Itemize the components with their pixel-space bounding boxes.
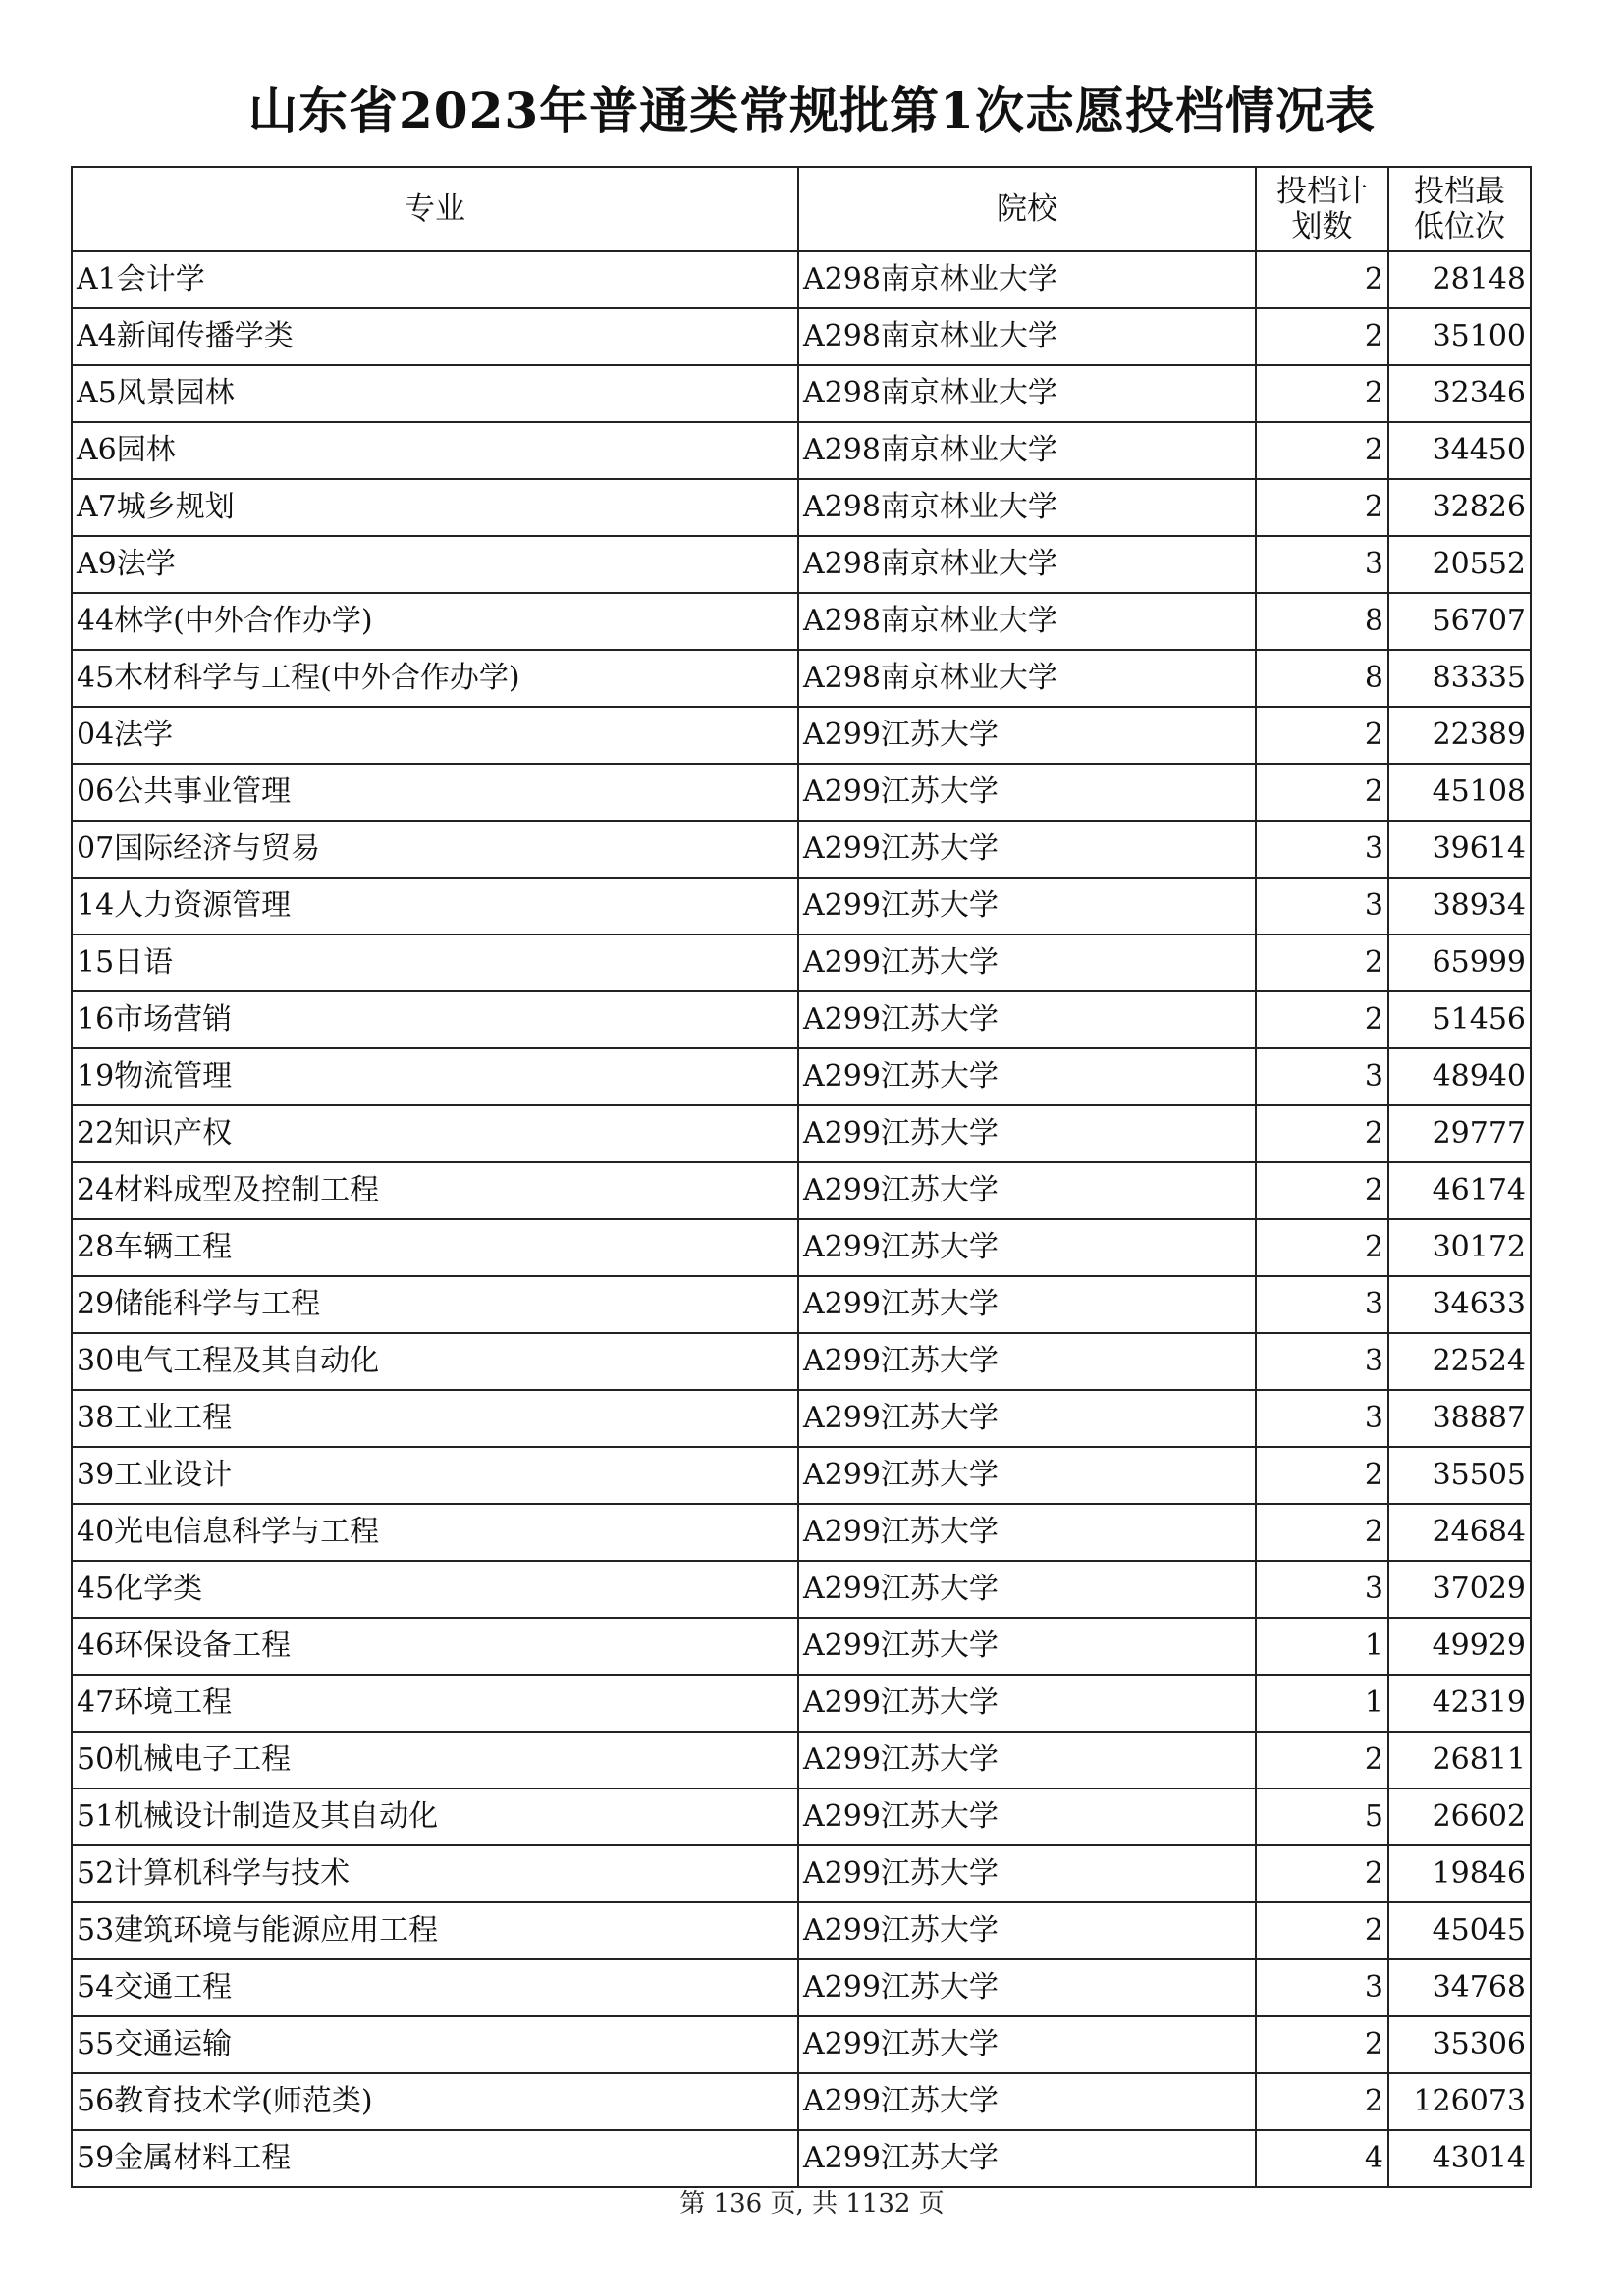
cell-rank: 28148 (1388, 251, 1531, 308)
cell-school: A299江苏大学 (798, 934, 1256, 991)
cell-plan: 2 (1256, 251, 1388, 308)
cell-school: A299江苏大学 (798, 821, 1256, 878)
table-body (72, 251, 1531, 2187)
cell-rank: 46174 (1388, 1162, 1531, 1219)
table-row (72, 1219, 1531, 1276)
table-row (72, 365, 1531, 422)
cell-school: A299江苏大学 (798, 1732, 1256, 1789)
cell-school: A299江苏大学 (798, 764, 1256, 821)
cell-school: A299江苏大学 (798, 878, 1256, 934)
cell-school: A298南京林业大学 (798, 422, 1256, 479)
cell-plan: 2 (1256, 308, 1388, 365)
table-header (72, 167, 1531, 251)
cell-rank: 29777 (1388, 1105, 1531, 1162)
cell-plan: 3 (1256, 1276, 1388, 1333)
table-row (72, 1618, 1531, 1675)
cell-rank: 49929 (1388, 1618, 1531, 1675)
cell-rank: 43014 (1388, 2130, 1531, 2187)
cell-school: A299江苏大学 (798, 1048, 1256, 1105)
cell-major: 22知识产权 (72, 1105, 798, 1162)
table-row (72, 991, 1531, 1048)
cell-rank: 34450 (1388, 422, 1531, 479)
cell-plan: 1 (1256, 1675, 1388, 1732)
header-major: 专业 (72, 167, 798, 251)
cell-major: 46环保设备工程 (72, 1618, 798, 1675)
cell-plan: 2 (1256, 2073, 1388, 2130)
page-title: 山东省2023年普通类常规批第1次志愿投档情况表 (248, 81, 1376, 139)
table-row (72, 878, 1531, 934)
admission-table (71, 166, 1532, 2188)
cell-major: A5风景园林 (72, 365, 798, 422)
cell-plan: 3 (1256, 1048, 1388, 1105)
cell-rank: 35306 (1388, 2016, 1531, 2073)
cell-major: 55交通运输 (72, 2016, 798, 2073)
cell-school: A299江苏大学 (798, 1902, 1256, 1959)
cell-rank: 35100 (1388, 308, 1531, 365)
cell-rank: 30172 (1388, 1219, 1531, 1276)
cell-plan: 2 (1256, 934, 1388, 991)
cell-major: 45化学类 (72, 1561, 798, 1618)
cell-major: 19物流管理 (72, 1048, 798, 1105)
cell-plan: 2 (1256, 707, 1388, 764)
cell-school: A299江苏大学 (798, 1447, 1256, 1504)
cell-school: A299江苏大学 (798, 1845, 1256, 1902)
cell-plan: 2 (1256, 1845, 1388, 1902)
cell-plan: 3 (1256, 536, 1388, 593)
cell-rank: 45045 (1388, 1902, 1531, 1959)
cell-plan: 3 (1256, 1561, 1388, 1618)
cell-major: 39工业设计 (72, 1447, 798, 1504)
cell-major: 50机械电子工程 (72, 1732, 798, 1789)
cell-plan: 3 (1256, 878, 1388, 934)
table-row (72, 422, 1531, 479)
table-row (72, 2073, 1531, 2130)
cell-plan: 3 (1256, 1333, 1388, 1390)
cell-major: 51机械设计制造及其自动化 (72, 1789, 798, 1845)
cell-school: A298南京林业大学 (798, 536, 1256, 593)
cell-major: 38工业工程 (72, 1390, 798, 1447)
cell-school: A299江苏大学 (798, 1105, 1256, 1162)
cell-plan: 2 (1256, 365, 1388, 422)
cell-major: 53建筑环境与能源应用工程 (72, 1902, 798, 1959)
cell-school: A299江苏大学 (798, 1504, 1256, 1561)
cell-major: A9法学 (72, 536, 798, 593)
table-row (72, 1048, 1531, 1105)
table-row (72, 1390, 1531, 1447)
cell-school: A299江苏大学 (798, 2016, 1256, 2073)
table-row (72, 1276, 1531, 1333)
cell-plan: 2 (1256, 2016, 1388, 2073)
cell-plan: 2 (1256, 1447, 1388, 1504)
cell-plan: 8 (1256, 593, 1388, 650)
cell-major: A7城乡规划 (72, 479, 798, 536)
cell-rank: 24684 (1388, 1504, 1531, 1561)
table-row (72, 1789, 1531, 1845)
table-row (72, 1447, 1531, 1504)
cell-rank: 48940 (1388, 1048, 1531, 1105)
cell-school: A298南京林业大学 (798, 650, 1256, 707)
table-row (72, 707, 1531, 764)
cell-school: A299江苏大学 (798, 1333, 1256, 1390)
cell-major: 06公共事业管理 (72, 764, 798, 821)
cell-rank: 32826 (1388, 479, 1531, 536)
cell-school: A299江苏大学 (798, 1618, 1256, 1675)
cell-school: A298南京林业大学 (798, 308, 1256, 365)
cell-school: A298南京林业大学 (798, 251, 1256, 308)
table-row (72, 2130, 1531, 2187)
cell-rank: 56707 (1388, 593, 1531, 650)
header-plan-line1: 投档计 (1276, 174, 1368, 209)
cell-plan: 5 (1256, 1789, 1388, 1845)
table-row (72, 479, 1531, 536)
cell-school: A299江苏大学 (798, 991, 1256, 1048)
table-row (72, 251, 1531, 308)
table-row (72, 1732, 1531, 1789)
cell-major: 28车辆工程 (72, 1219, 798, 1276)
cell-rank: 20552 (1388, 536, 1531, 593)
cell-rank: 34768 (1388, 1959, 1531, 2016)
table-row (72, 593, 1531, 650)
cell-plan: 2 (1256, 1162, 1388, 1219)
cell-major: 29储能科学与工程 (72, 1276, 798, 1333)
cell-major: 07国际经济与贸易 (72, 821, 798, 878)
cell-rank: 32346 (1388, 365, 1531, 422)
table-row (72, 536, 1531, 593)
cell-plan: 3 (1256, 1390, 1388, 1447)
cell-rank: 42319 (1388, 1675, 1531, 1732)
cell-major: A4新闻传播学类 (72, 308, 798, 365)
cell-major: 54交通工程 (72, 1959, 798, 2016)
cell-rank: 51456 (1388, 991, 1531, 1048)
cell-rank: 38934 (1388, 878, 1531, 934)
cell-rank: 26811 (1388, 1732, 1531, 1789)
cell-school: A299江苏大学 (798, 1162, 1256, 1219)
cell-plan: 2 (1256, 1105, 1388, 1162)
cell-rank: 83335 (1388, 650, 1531, 707)
cell-rank: 126073 (1388, 2073, 1531, 2130)
cell-major: A1会计学 (72, 251, 798, 308)
cell-school: A299江苏大学 (798, 1959, 1256, 2016)
cell-plan: 2 (1256, 1219, 1388, 1276)
table-row (72, 1333, 1531, 1390)
cell-rank: 35505 (1388, 1447, 1531, 1504)
cell-rank: 45108 (1388, 764, 1531, 821)
header-rank-line2: 低位次 (1414, 209, 1505, 244)
cell-major: 15日语 (72, 934, 798, 991)
table-row (72, 1902, 1531, 1959)
cell-school: A299江苏大学 (798, 2130, 1256, 2187)
cell-school: A298南京林业大学 (798, 365, 1256, 422)
cell-plan: 2 (1256, 1902, 1388, 1959)
cell-major: 16市场营销 (72, 991, 798, 1048)
table-row (72, 764, 1531, 821)
cell-plan: 3 (1256, 1959, 1388, 2016)
cell-rank: 34633 (1388, 1276, 1531, 1333)
table-row (72, 1675, 1531, 1732)
cell-rank: 39614 (1388, 821, 1531, 878)
cell-school: A299江苏大学 (798, 1675, 1256, 1732)
cell-school: A299江苏大学 (798, 1789, 1256, 1845)
cell-rank: 26602 (1388, 1789, 1531, 1845)
table-row (72, 1845, 1531, 1902)
cell-major: 14人力资源管理 (72, 878, 798, 934)
cell-plan: 8 (1256, 650, 1388, 707)
cell-major: A6园林 (72, 422, 798, 479)
cell-rank: 65999 (1388, 934, 1531, 991)
cell-major: 52计算机科学与技术 (72, 1845, 798, 1902)
header-plan (1256, 167, 1388, 251)
table-row (72, 2016, 1531, 2073)
cell-plan: 2 (1256, 1504, 1388, 1561)
cell-major: 40光电信息科学与工程 (72, 1504, 798, 1561)
cell-plan: 2 (1256, 422, 1388, 479)
table-row (72, 1162, 1531, 1219)
cell-rank: 19846 (1388, 1845, 1531, 1902)
cell-plan: 2 (1256, 991, 1388, 1048)
cell-plan: 4 (1256, 2130, 1388, 2187)
cell-plan: 2 (1256, 1732, 1388, 1789)
table-row (72, 1959, 1531, 2016)
cell-school: A299江苏大学 (798, 1219, 1256, 1276)
table-row (72, 308, 1531, 365)
cell-major: 47环境工程 (72, 1675, 798, 1732)
cell-rank: 22524 (1388, 1333, 1531, 1390)
cell-plan: 3 (1256, 821, 1388, 878)
cell-plan: 1 (1256, 1618, 1388, 1675)
cell-rank: 38887 (1388, 1390, 1531, 1447)
cell-school: A299江苏大学 (798, 1390, 1256, 1447)
header-rank-line1: 投档最 (1414, 174, 1505, 209)
table-row (72, 934, 1531, 991)
cell-school: A298南京林业大学 (798, 593, 1256, 650)
page-footer: 第 136 页, 共 1132 页 (679, 2189, 945, 2218)
table-row (72, 1504, 1531, 1561)
header-school: 院校 (798, 167, 1256, 251)
cell-school: A299江苏大学 (798, 1561, 1256, 1618)
cell-plan: 2 (1256, 479, 1388, 536)
cell-major: 56教育技术学(师范类) (72, 2073, 798, 2130)
header-rank (1388, 167, 1531, 251)
cell-major: 59金属材料工程 (72, 2130, 798, 2187)
cell-major: 24材料成型及控制工程 (72, 1162, 798, 1219)
cell-rank: 37029 (1388, 1561, 1531, 1618)
cell-plan: 2 (1256, 764, 1388, 821)
table-row (72, 650, 1531, 707)
cell-major: 04法学 (72, 707, 798, 764)
cell-school: A299江苏大学 (798, 707, 1256, 764)
cell-school: A299江苏大学 (798, 2073, 1256, 2130)
header-plan-line2: 划数 (1291, 209, 1353, 244)
table-row (72, 821, 1531, 878)
table-row (72, 1561, 1531, 1618)
table-row (72, 1105, 1531, 1162)
cell-rank: 22389 (1388, 707, 1531, 764)
cell-school: A299江苏大学 (798, 1276, 1256, 1333)
cell-major: 44林学(中外合作办学) (72, 593, 798, 650)
cell-major: 30电气工程及其自动化 (72, 1333, 798, 1390)
header-row (72, 167, 1531, 251)
cell-school: A298南京林业大学 (798, 479, 1256, 536)
cell-major: 45木材科学与工程(中外合作办学) (72, 650, 798, 707)
